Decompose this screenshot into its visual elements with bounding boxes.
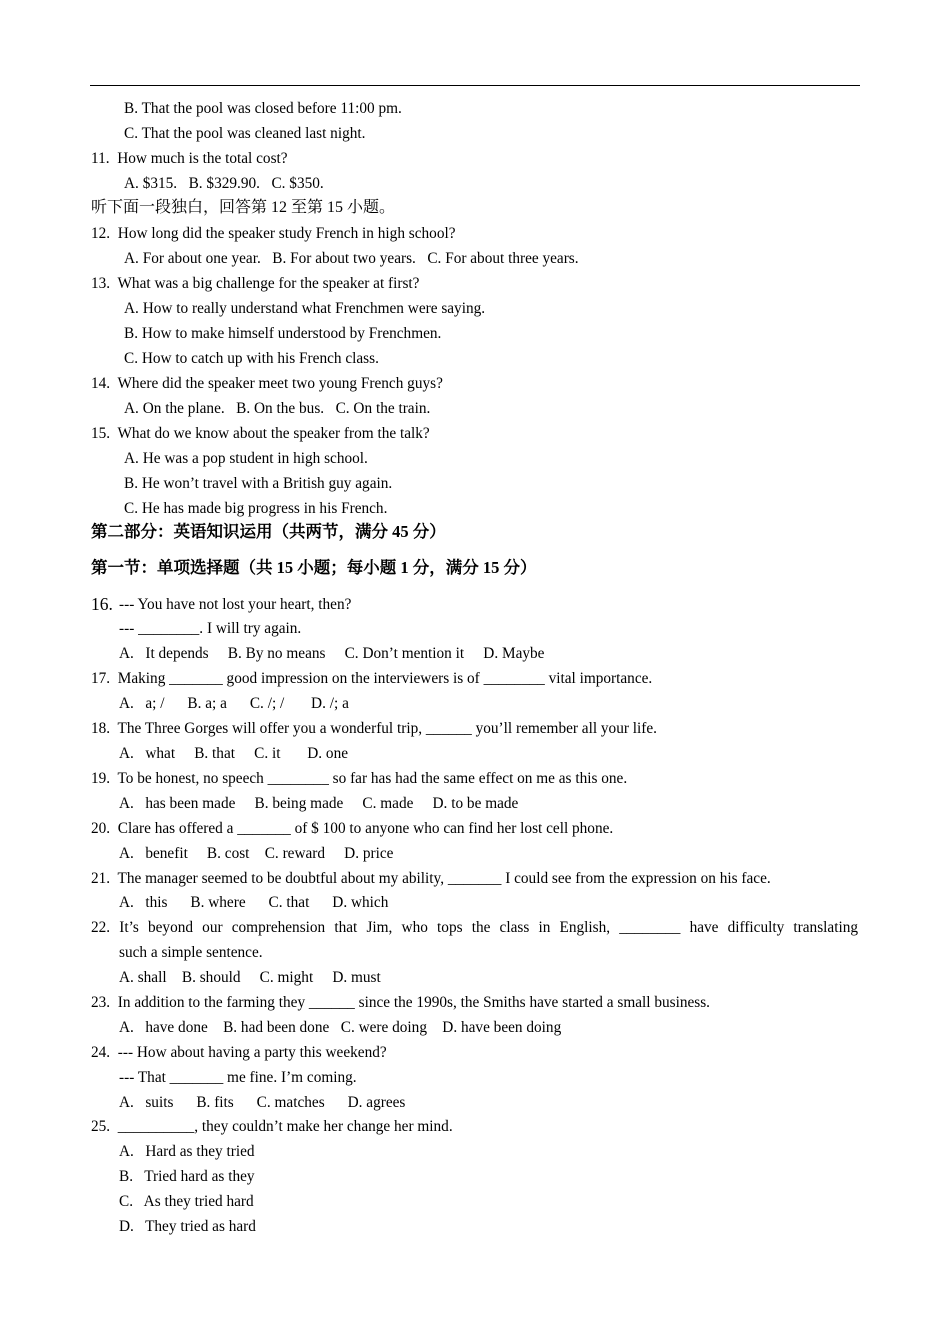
q20-stem: 20. Clare has offered a _______ of $ 100 to anyone who can find her lost cell phone. (91, 820, 614, 837)
q23-options: A. have done B. had been done C. were doing D. have been doing (119, 1019, 562, 1036)
q19-stem: 19. To be honest, no speech ________ so far has had the same effect on me as this one. (91, 770, 628, 787)
header-rule (90, 85, 860, 86)
q13-option-b: B. How to make himself understood by Frenchmen. (124, 325, 442, 342)
q22-stem-continued: such a simple sentence. (119, 944, 263, 961)
q25-option-b: B. Tried hard as they (119, 1168, 255, 1185)
q14-options: A. On the plane. B. On the bus. C. On the train. (124, 400, 431, 417)
q12-stem: 12. How long did the speaker study French in high school? (91, 225, 456, 242)
section-one-heading: 第一节：单项选择题（共 15 小题；每小题 1 分，满分 15 分） (91, 558, 537, 577)
q25-option-c: C. As they tried hard (119, 1193, 254, 1210)
q17-options: A. a; / B. a; a C. /; / D. /; a (119, 695, 349, 712)
q12-options: A. For about one year. B. For about two years. C. For about three years. (124, 250, 579, 267)
q10-option-c: C. That the pool was cleaned last night. (124, 125, 366, 142)
q19-options: A. has been made B. being made C. made D. to be made (119, 795, 519, 812)
q21-stem: 21. The manager seemed to be doubtful about my ability, _______ I could see from the expression on his face. (91, 870, 771, 887)
q21-options: A. this B. where C. that D. which (119, 894, 389, 911)
q11-stem: 11. How much is the total cost? (91, 150, 288, 167)
q13-option-a: A. How to really understand what Frenchmen were saying. (124, 300, 486, 317)
q24-stem: 24. --- How about having a party this weekend? (91, 1044, 387, 1061)
section-instruction: 听下面一段独白，回答第 12 至第 15 小题。 (91, 199, 396, 216)
q13-option-c: C. How to catch up with his French class. (124, 350, 379, 367)
q16-line-1: --- You have not lost your heart, then? (119, 596, 352, 613)
q15-option-b: B. He won’t travel with a British guy again. (124, 475, 393, 492)
q25-option-a: A. Hard as they tried (119, 1143, 255, 1160)
q16-line-2: --- ________. I will try again. (119, 620, 302, 637)
q24-line-2: --- That _______ me fine. I’m coming. (119, 1069, 357, 1086)
q24-options: A. suits B. fits C. matches D. agrees (119, 1094, 406, 1111)
q18-options: A. what B. that C. it D. one (119, 745, 349, 762)
q18-stem: 18. The Three Gorges will offer you a wonderful trip, ______ you’ll remember all your life. (91, 720, 657, 737)
part-two-heading: 第二部分：英语知识运用（共两节，满分 45 分） (91, 522, 446, 541)
q22-stem: 22. It’s beyond our comprehension that Jim, who tops the class in English, ________ have difficulty translating (91, 919, 858, 936)
q15-stem: 15. What do we know about the speaker from the talk? (91, 425, 430, 442)
q13-stem: 13. What was a big challenge for the speaker at first? (91, 275, 420, 292)
q22-options: A. shall B. should C. might D. must (119, 969, 381, 986)
q10-option-b: B. That the pool was closed before 11:00 pm. (124, 100, 402, 117)
q23-stem: 23. In addition to the farming they ______ since the 1990s, the Smiths have started a small business. (91, 994, 711, 1011)
q25-option-d: D. They tried as hard (119, 1218, 256, 1235)
q16-options: A. It depends B. By no means C. Don’t mention it D. Maybe (119, 645, 545, 662)
q11-options: A. $315. B. $329.90. C. $350. (124, 175, 324, 192)
q17-stem: 17. Making _______ good impression on the interviewers is of ________ vital importance. (91, 670, 653, 687)
q25-stem: 25. __________, they couldn’t make her change her mind. (91, 1118, 453, 1135)
q15-option-c: C. He has made big progress in his French. (124, 500, 388, 517)
q15-option-a: A. He was a pop student in high school. (124, 450, 368, 467)
q14-stem: 14. Where did the speaker meet two young French guys? (91, 375, 443, 392)
q16-number: 16. (91, 594, 113, 614)
q20-options: A. benefit B. cost C. reward D. price (119, 845, 394, 862)
